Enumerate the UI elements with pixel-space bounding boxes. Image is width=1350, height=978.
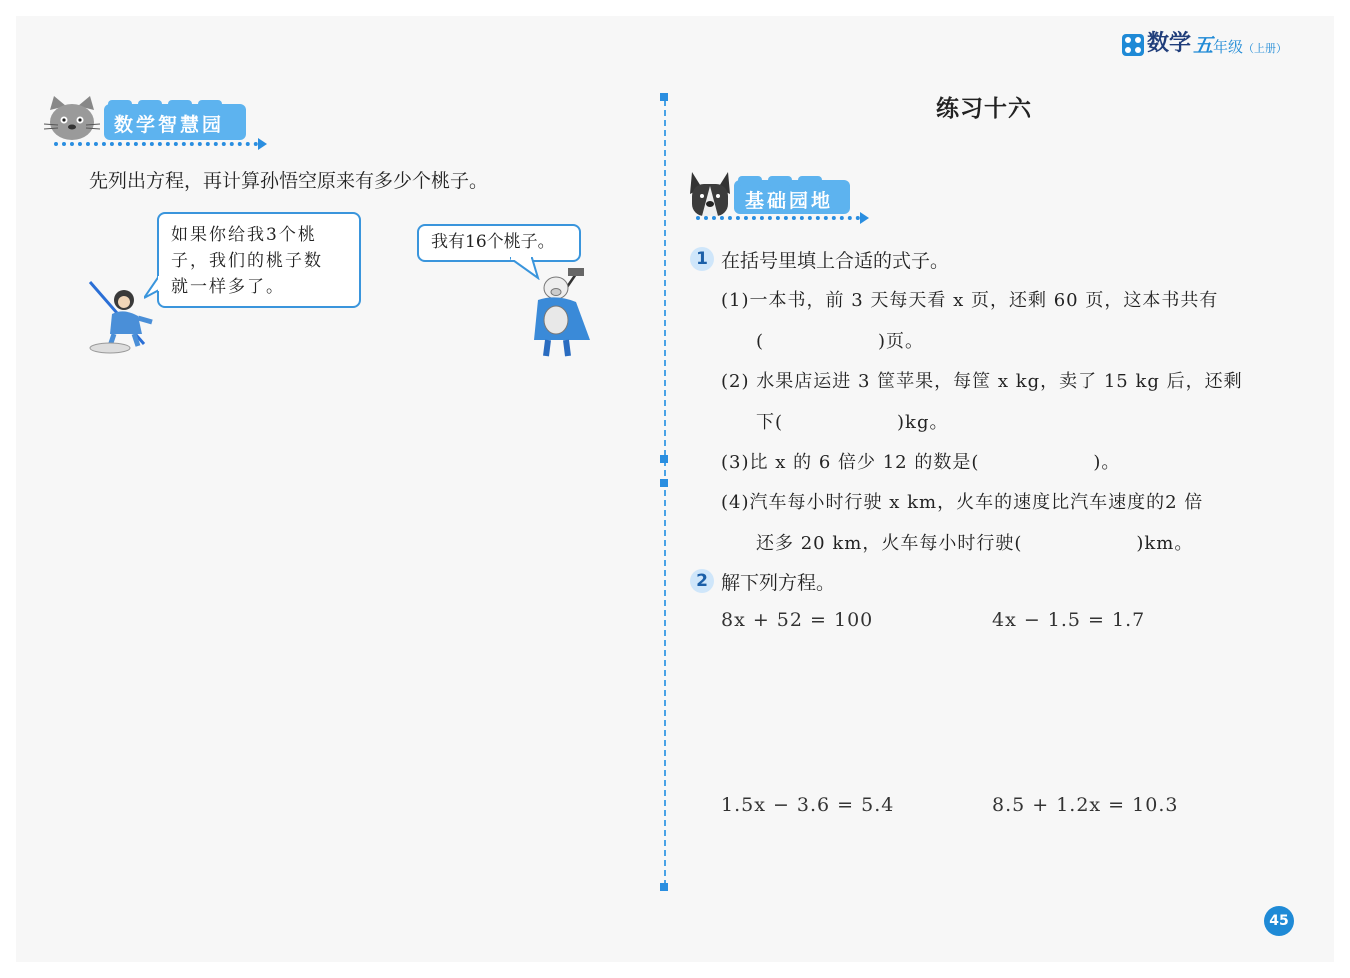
section-title-wisdom: 数学智慧园	[114, 114, 225, 136]
brand-grade-number: 五	[1193, 33, 1214, 57]
page-number: 45	[1264, 906, 1294, 936]
page-divider	[664, 100, 666, 886]
dotted-underline	[696, 216, 860, 220]
divider-marker	[660, 93, 668, 101]
arrow-tip-icon	[860, 212, 869, 224]
q1-item-2-line-2: 下( )kg。	[756, 412, 949, 433]
q1-item-3-line-1: (3)比 x 的 6 倍少 12 的数是( )。	[721, 452, 1121, 473]
question-number-2: 2	[690, 569, 714, 593]
equation-2: 4x − 1.5 = 1.7	[992, 609, 1146, 631]
question-1-text: 在括号里填上合适的式子。	[721, 250, 950, 272]
speech-bubble-left	[157, 212, 361, 308]
q1-item-4-line-2: 还多 20 km，火车每小时行驶( )km。	[756, 533, 1194, 554]
divider-marker	[660, 883, 668, 891]
bubble-left-line-1: 如果你给我3个桃	[171, 225, 317, 245]
q1-item-1-line-1: (1)一本书，前 3 天每天看 x 页，还剩 60 页，这本书共有	[721, 290, 1219, 311]
section-title-basic: 基础园地	[745, 190, 834, 212]
q1-item-2-line-1: (2) 水果店运进 3 筐苹果，每筐 x kg，卖了 15 kg 后，还剩	[721, 371, 1243, 392]
arrow-tip-icon	[258, 138, 267, 150]
brand-subject: 数学	[1147, 31, 1192, 56]
bubble-left-line-2: 子，我们的桃子数	[171, 251, 323, 271]
pig-illustration	[526, 268, 594, 360]
q1-item-4-line-1: (4)汽车每小时行驶 x km，火车的速度比汽车速度的2 倍	[721, 492, 1204, 513]
dice-logo-icon	[1122, 34, 1144, 56]
divider-marker	[660, 479, 668, 487]
bubble-left-line-3: 就一样多了。	[171, 277, 285, 297]
dog-mascot-icon	[688, 172, 732, 218]
equation-1: 8x + 52 = 100	[721, 609, 874, 631]
question-number-1: 1	[690, 247, 714, 271]
book-brand	[1122, 28, 1287, 56]
q1-item-1-line-2: ( )页。	[756, 331, 925, 352]
brand-volume: （上册）	[1243, 42, 1288, 55]
cat-mascot-icon	[44, 96, 100, 142]
equation-3: 1.5x − 3.6 = 5.4	[721, 794, 895, 816]
dotted-underline	[54, 142, 258, 146]
brand-grade-text: 年级	[1213, 38, 1244, 56]
exercise-title: 练习十六	[936, 95, 1032, 122]
bubble-right-text: 我有16个桃子。	[431, 232, 555, 252]
divider-marker	[660, 455, 668, 463]
instruction-text: 先列出方程，再计算孙悟空原来有多少个桃子。	[89, 170, 489, 192]
question-2-text: 解下列方程。	[721, 572, 836, 594]
monkey-king-illustration	[84, 280, 160, 354]
equation-4: 8.5 + 1.2x = 10.3	[992, 794, 1179, 816]
speech-bubble-right	[417, 224, 581, 262]
